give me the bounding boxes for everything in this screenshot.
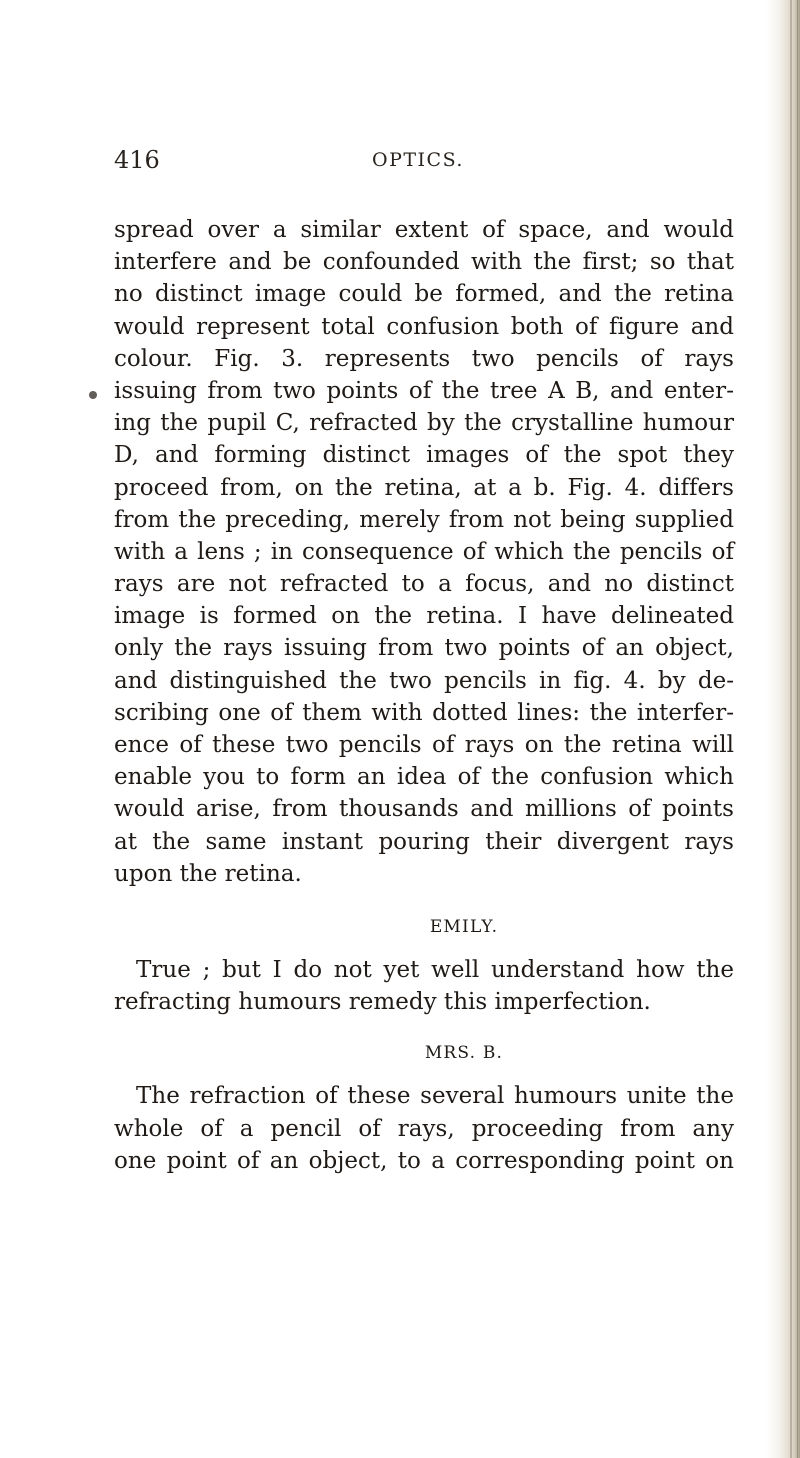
text-line: would represent total confusion both of figure and	[114, 313, 734, 340]
text-line: ence of these two pencils of rays on the retina will	[114, 732, 734, 758]
text-line: from the preceding, merely from not being supplied	[114, 506, 734, 533]
paragraph	[114, 214, 734, 890]
text-line: enable you to form an idea of the confusion which	[114, 764, 734, 791]
running-head	[114, 148, 714, 184]
text-line: scribing one of them with dotted lines: the interfer-	[114, 699, 734, 726]
text-line: whole of a pencil of rays, proceeding from any	[114, 1115, 734, 1142]
speaker-name: MRS. B.	[424, 1043, 504, 1064]
running-title: OPTICS.	[372, 149, 464, 171]
text-line: spread over a similar extent of space, and would	[114, 217, 734, 243]
page-number: 416	[114, 146, 160, 174]
text-line: proceed from, on the retina, at a b. Fig. 4. differs	[114, 474, 734, 501]
speaker-name: EMILY.	[429, 916, 499, 937]
text-line: would arise, from thousands and millions of points	[114, 796, 734, 823]
dialogue-block	[114, 1026, 734, 1177]
text-line: rays are not refracted to a focus, and no distinct	[114, 571, 734, 598]
text-line: one point of an object, to a corresponding point on	[114, 1147, 734, 1174]
text-line: The refraction of these several humours unite the	[136, 1083, 734, 1110]
text-line: image is formed on the retina. I have delineated	[114, 603, 734, 630]
dialogue-block	[114, 900, 734, 1018]
text-line: and distinguished the two pencils in fig. 4. by de-	[114, 667, 734, 694]
text-line: D, and forming distinct images of the spot they	[114, 442, 734, 469]
text-line: no distinct image could be formed, and the retina	[114, 281, 734, 308]
text-line: upon the retina.	[114, 860, 302, 887]
page-edge-shadow	[766, 0, 800, 1458]
text-line: True ; but I do not yet well understand how the	[136, 956, 734, 983]
page-body	[114, 214, 734, 1177]
ink-spot	[89, 391, 97, 399]
text-line: issuing from two points of the tree A B, and enter-	[114, 377, 734, 404]
text-line: interfere and be confounded with the first; so that	[114, 249, 734, 276]
text-line: refracting humours remedy this imperfection.	[114, 989, 651, 1016]
text-line: ing the pupil C, refracted by the crystalline humour	[114, 410, 734, 437]
text-line: only the rays issuing from two points of an object,	[114, 635, 734, 662]
text-line: with a lens ; in consequence of which the pencils of	[114, 538, 734, 565]
text-line: colour. Fig. 3. represents two pencils of rays	[114, 345, 734, 372]
text-line: at the same instant pouring their divergent rays	[114, 828, 734, 855]
